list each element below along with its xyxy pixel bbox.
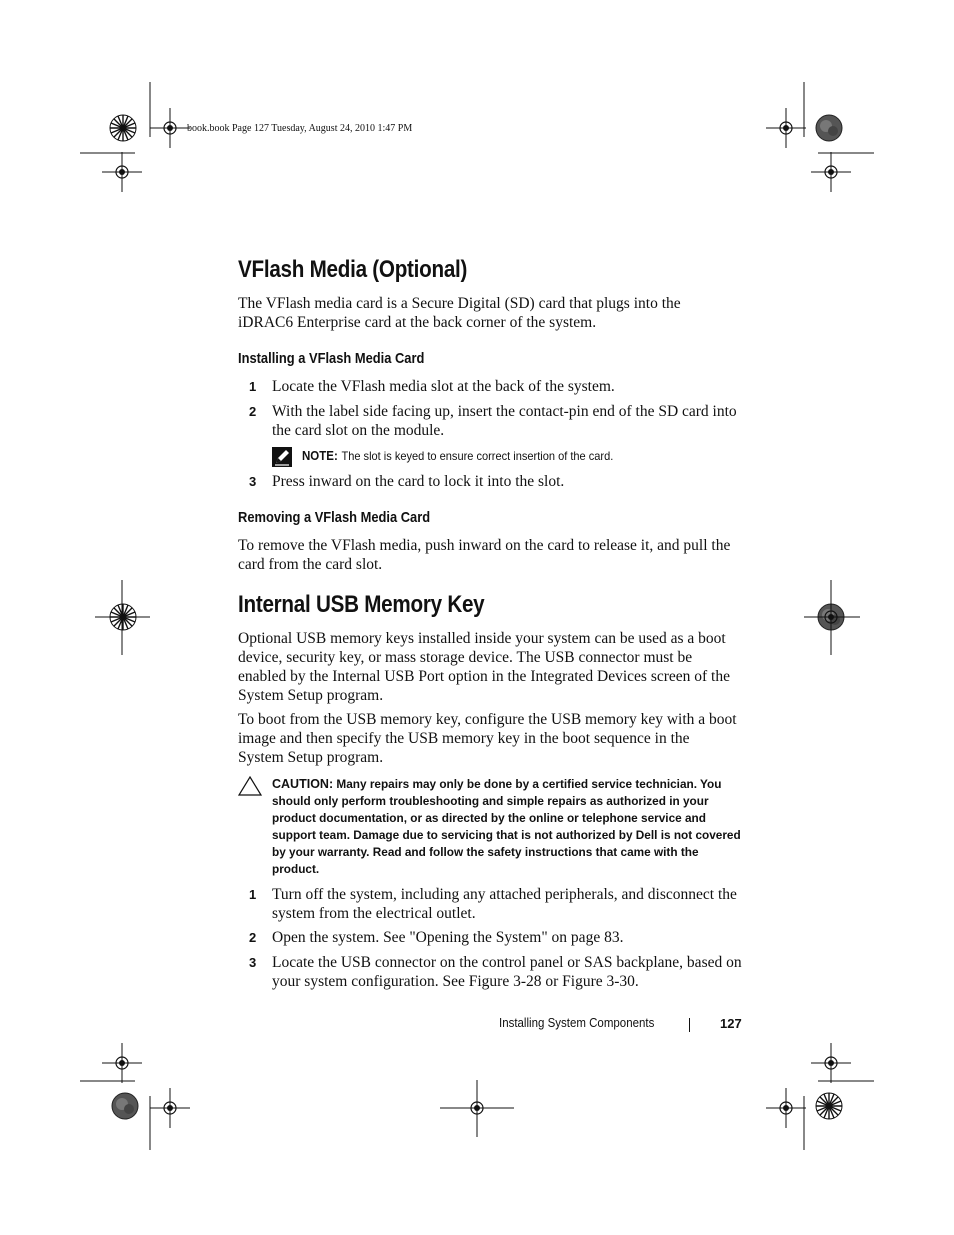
note-text: The slot is keyed to ensure correct insertion of the card.: [341, 449, 614, 463]
usb-para-1: Optional USB memory keys installed inside your system can be used as a boot device, security key, or mass storage device. The USB connector must be enabled by the Internal USB Port option in the Integrated Devices screen of the System Setup program.: [238, 630, 730, 704]
step-number: 2: [249, 404, 257, 419]
option-internal-usb-port: Internal USB Port: [332, 668, 445, 685]
pencil-note-icon: [272, 447, 292, 467]
page-footer: [499, 1016, 742, 1031]
caution-text: Many repairs may only be done by a certified service technician. You should only perform troubleshooting and simple repairs as authorized in your product documentation, or as directed by the online or telephone service and support team. Damage due to servicing that is not authorized by Dell is not covered by your warranty. Read and follow the safety instructions that came with the product.: [272, 777, 741, 876]
step-text: Open the system. See "Opening the System" on page 83.: [272, 929, 624, 946]
step-text: Locate the VFlash media slot at the back of the system.: [272, 378, 615, 395]
step-number: 2: [249, 930, 257, 945]
section-title-usb: Internal USB Memory Key: [238, 591, 485, 618]
registration-mark-icon: [110, 115, 136, 141]
removing-text: To remove the VFlash media, push inward on the card to release it, and pull the card from the card slot.: [238, 537, 731, 573]
footer-divider: [689, 1018, 690, 1032]
step-number: 3: [249, 955, 257, 970]
note-label: NOTE:: [302, 449, 338, 463]
step-number: 1: [249, 887, 257, 902]
step-text: Locate the USB connector on the control panel or SAS backplane, based on your system configuration. See Figure 3-28 or Figure 3-30.: [272, 954, 742, 990]
step-text: With the label side facing up, insert the contact-pin end of the SD card into the card slot on the module.: [272, 403, 737, 439]
section-title-vflash: VFlash Media (Optional): [238, 256, 468, 283]
page-number: 127: [720, 1016, 742, 1031]
print-slug: book.book Page 127 Tuesday, August 24, 2010 1:47 PM: [187, 123, 413, 134]
step-number: 1: [249, 379, 257, 394]
screen-integrated-devices: Integrated Devices: [530, 668, 647, 685]
caution-triangle-icon: [238, 776, 262, 796]
vflash-intro: The VFlash media card is a Secure Digital (SD) card that plugs into the iDRAC6 Enterprise card at the back corner of the system.: [238, 295, 681, 331]
step-text: Turn off the system, including any attached peripherals, and disconnect the system from the electrical outlet.: [272, 886, 737, 922]
caution-label: CAUTION:: [272, 777, 334, 791]
step-number: 3: [249, 474, 257, 489]
step-text: Press inward on the card to lock it into the slot.: [272, 473, 565, 490]
heading-removing-vflash: Removing a VFlash Media Card: [238, 509, 431, 526]
heading-installing-vflash: Installing a VFlash Media Card: [238, 350, 425, 367]
footer-section-name: Installing System Components: [499, 1016, 655, 1030]
usb-para-2: To boot from the USB memory key, configure the USB memory key with a boot image and then specify the USB memory key in the boot sequence in the System Setup program.: [238, 711, 737, 766]
